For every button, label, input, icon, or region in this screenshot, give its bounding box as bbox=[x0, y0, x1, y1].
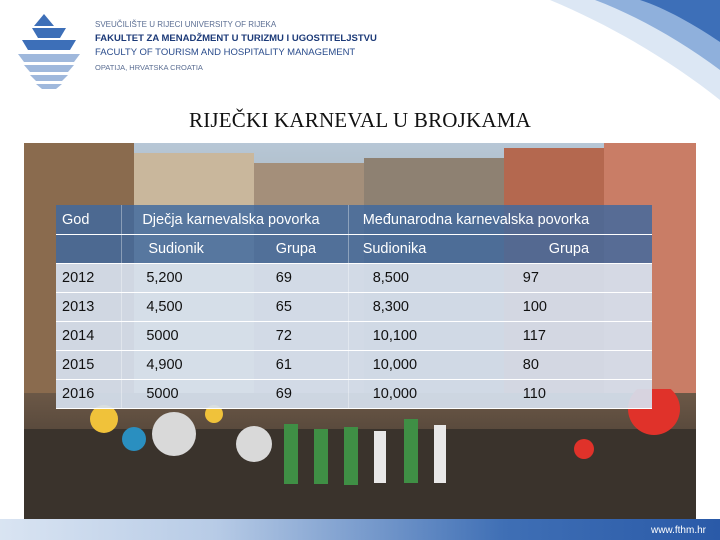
header-intl-parade: Međunarodna karnevalska povorka bbox=[348, 205, 652, 235]
cell-intl-groups: 117 bbox=[509, 322, 652, 351]
cell-intl-participants: 8,500 bbox=[348, 264, 509, 293]
cell-kids-participants: 5,200 bbox=[122, 264, 270, 293]
cell-kids-groups: 69 bbox=[270, 380, 348, 409]
subheader-intl-groups: Grupa bbox=[509, 235, 652, 264]
table-row bbox=[56, 264, 652, 293]
cell-kids-groups: 72 bbox=[270, 322, 348, 351]
table-subheader-row bbox=[56, 235, 652, 264]
institution-faculty-en: FACULTY OF TOURISM AND HOSPITALITY MANAGEMENT bbox=[95, 47, 356, 58]
subheader-empty bbox=[56, 235, 122, 264]
subheader-kids-participants: Sudionik bbox=[122, 235, 270, 264]
subheader-intl-participants: Sudionika bbox=[348, 235, 509, 264]
carnival-stats-table bbox=[56, 205, 652, 409]
cell-intl-participants: 10,000 bbox=[348, 351, 509, 380]
cell-kids-groups: 61 bbox=[270, 351, 348, 380]
footer-url: www.fthm.hr bbox=[650, 525, 706, 536]
cell-year: 2013 bbox=[56, 293, 122, 322]
table-row bbox=[56, 293, 652, 322]
subheader-kids-groups: Grupa bbox=[270, 235, 348, 264]
header-year: God bbox=[56, 205, 122, 235]
cell-intl-participants: 8,300 bbox=[348, 293, 509, 322]
institution-faculty-hr: FAKULTET ZA MENADŽMENT U TURIZMU I UGOSTITELJSTVU bbox=[95, 33, 377, 44]
table-row bbox=[56, 351, 652, 380]
institution-location: OPATIJA, HRVATSKA CROATIA bbox=[95, 63, 203, 72]
cell-year: 2016 bbox=[56, 380, 122, 409]
table-row bbox=[56, 380, 652, 409]
cell-intl-groups: 100 bbox=[509, 293, 652, 322]
cell-intl-groups: 110 bbox=[509, 380, 652, 409]
cell-year: 2015 bbox=[56, 351, 122, 380]
slide-title: RIJEČKI KARNEVAL U BROJKAMA bbox=[188, 108, 531, 132]
table-row bbox=[56, 322, 652, 351]
cell-intl-groups: 97 bbox=[509, 264, 652, 293]
cell-kids-participants: 5000 bbox=[122, 380, 270, 409]
institution-university: SVEUČILIŠTE U RIJECI UNIVERSITY OF RIJEKA bbox=[95, 20, 277, 29]
cell-year: 2014 bbox=[56, 322, 122, 351]
cell-kids-participants: 5000 bbox=[122, 322, 270, 351]
cell-intl-groups: 80 bbox=[509, 351, 652, 380]
table-header-row bbox=[56, 205, 652, 235]
cell-intl-participants: 10,000 bbox=[348, 380, 509, 409]
cell-kids-participants: 4,500 bbox=[122, 293, 270, 322]
cell-intl-participants: 10,100 bbox=[348, 322, 509, 351]
cell-kids-groups: 69 bbox=[270, 264, 348, 293]
institution-block bbox=[95, 18, 377, 75]
header-kids-parade: Dječja karnevalska povorka bbox=[122, 205, 348, 235]
cell-kids-participants: 4,900 bbox=[122, 351, 270, 380]
cell-year: 2012 bbox=[56, 264, 122, 293]
corner-swoosh-decoration bbox=[420, 0, 720, 105]
cell-kids-groups: 65 bbox=[270, 293, 348, 322]
faculty-logo-icon bbox=[14, 12, 84, 90]
footer-bar bbox=[0, 519, 720, 540]
